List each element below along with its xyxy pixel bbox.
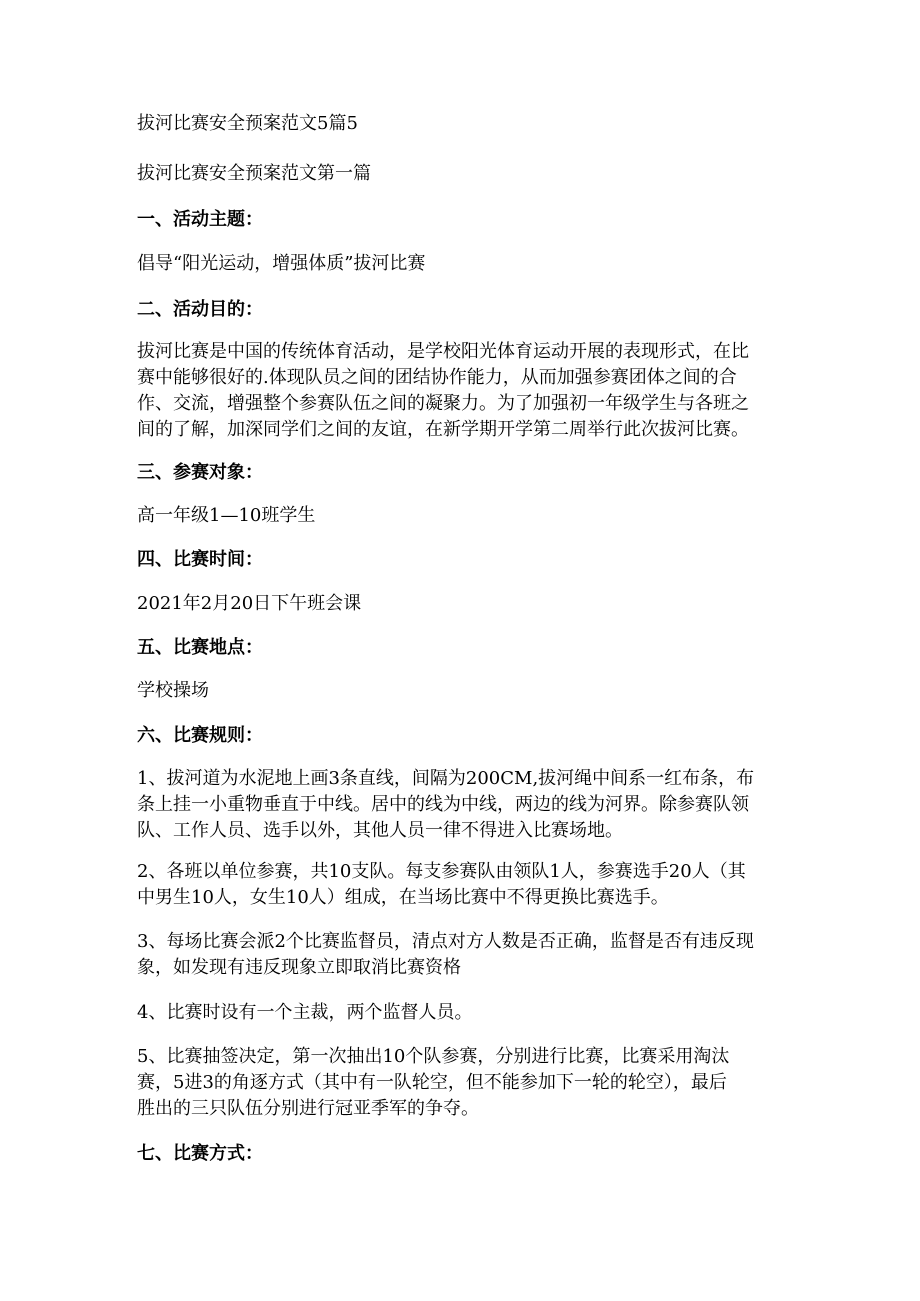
heading-rules: 六、比赛规则： [137, 725, 263, 746]
participants-text: 高一年级1—10班学生 [137, 505, 316, 526]
document-title: 拔河比赛安全预案范文5篇5 [137, 113, 358, 134]
purpose-paragraph [137, 339, 787, 443]
rule-line: 象，如发现有违反现象立即取消比赛资格 [137, 957, 461, 978]
time-text: 2021年2月20日下午班会课 [137, 593, 362, 614]
heading-theme: 一、活动主题： [137, 209, 263, 230]
rule-item [137, 929, 787, 981]
heading-time: 四、比赛时间： [137, 549, 263, 570]
purpose-line: 作、交流，增强整个参赛队伍之间的凝聚力。为了加强初一年级学生与各班之 [137, 393, 749, 414]
location-text: 学校操场 [137, 680, 209, 701]
rule-line: 胜出的三只队伍分别进行冠亚季军的争夺。 [137, 1098, 479, 1119]
theme-text: 倡导“阳光运动，增强体质”拔河比赛 [137, 253, 426, 274]
heading-method: 七、比赛方式： [137, 1143, 263, 1164]
heading-participants: 三、参赛对象： [137, 462, 263, 483]
rule-line: 4、比赛时设有一个主裁，两个监督人员。 [137, 1002, 473, 1023]
rule-item [137, 1044, 787, 1122]
purpose-line: 间的了解，加深同学们之间的友谊，在新学期开学第二周举行此次拔河比赛。 [137, 419, 749, 440]
rule-item [137, 766, 787, 844]
rule-item [137, 1000, 787, 1026]
rule-item [137, 859, 787, 911]
rule-line: 赛，5进3的角逐方式（其中有一队轮空，但不能参加下一轮的轮空），最后 [137, 1072, 727, 1093]
purpose-line: 赛中能够很好的.体现队员之间的团结协作能力，从而加强参赛团体之间的合 [137, 367, 737, 388]
rule-line: 1、拔河道为水泥地上画3条直线，间隔为200CM,拔河绳中间系一红布条，布 [137, 768, 755, 789]
rule-line: 2、各班以单位参赛，共10支队。每支参赛队由领队1人，参赛选手20人（其 [137, 861, 746, 882]
rule-line: 队、工作人员、选手以外，其他人员一律不得进入比赛场地。 [137, 820, 623, 841]
document-subtitle: 拔河比赛安全预案范文第一篇 [137, 163, 371, 184]
rule-line: 中男生10人，女生10人）组成，在当场比赛中不得更换比赛选手。 [137, 887, 669, 908]
rule-line: 5、比赛抽签决定，第一次抽出10个队参赛，分别进行比赛，比赛采用淘汰 [137, 1046, 730, 1067]
rule-line: 条上挂一小重物垂直于中线。居中的线为中线，两边的线为河界。除参赛队领 [137, 794, 749, 815]
rule-line: 3、每场比赛会派2个比赛监督员，清点对方人数是否正确，监督是否有违反现 [137, 931, 754, 952]
heading-purpose: 二、活动目的： [137, 299, 263, 320]
purpose-line: 拔河比赛是中国的传统体育活动，是学校阳光体育运动开展的表现形式，在比 [137, 341, 749, 362]
heading-location: 五、比赛地点： [137, 637, 263, 658]
